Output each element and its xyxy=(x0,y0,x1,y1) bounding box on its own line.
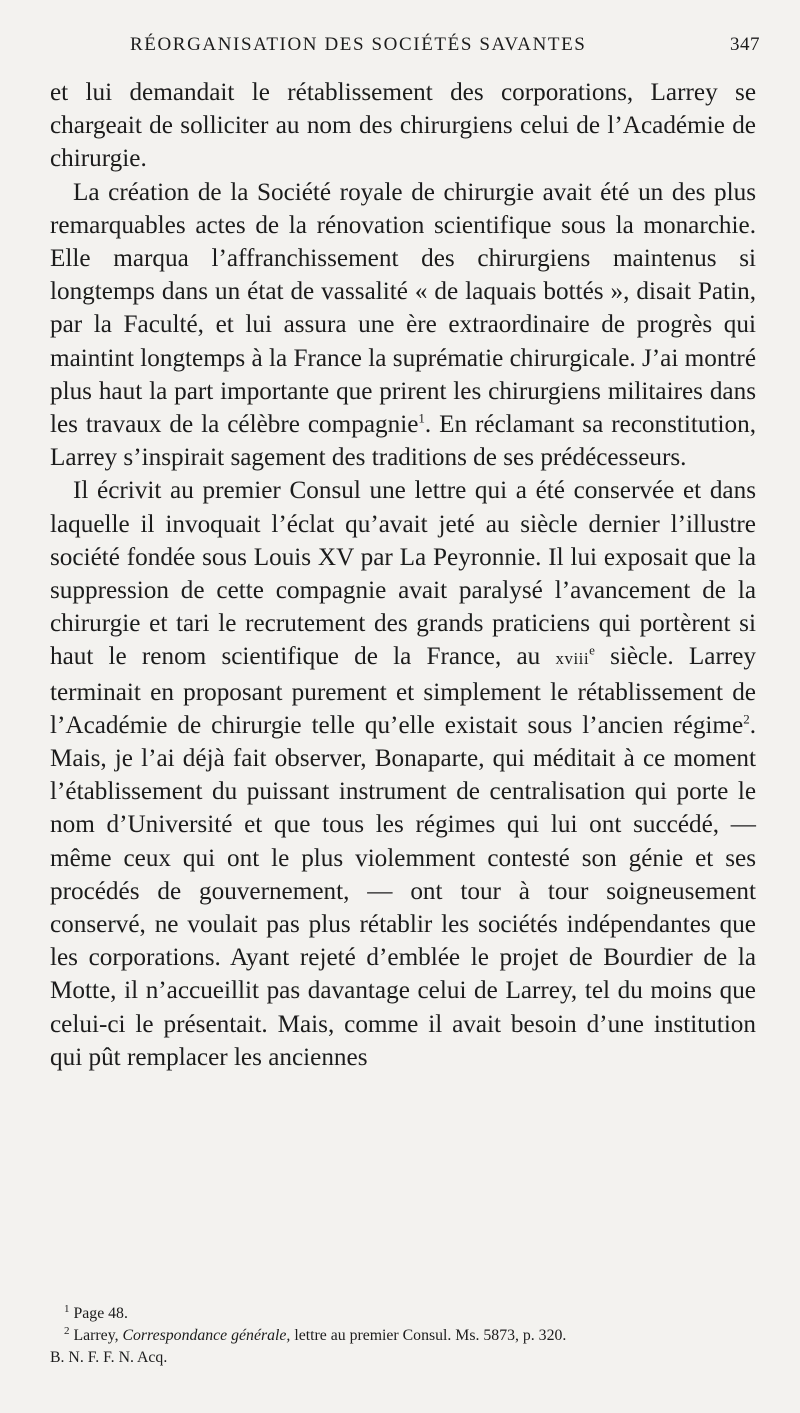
footnote-2-mark: 2 xyxy=(64,1324,70,1337)
paragraph-2 xyxy=(50,176,756,475)
paragraph-3-part-c: . Mais, je l’ai déjà fait observer, Bonaparte, qui méditait à ce moment l’établissement du puissant instrument de centralisation qui porte le nom d’Université et que tous les régimes qui lui ont succédé, — même ceux qui ont le plus violemment contesté son génie et ses procédés de gouvernement, — ont tour à tour soigneusement conservé, ne voulait pas plus rétablir les sociétés indépendantes que les corporations. Ayant rejeté d’emblée le projet de Bourdier de la Motte, il n’accueillit pas davantage celui de Larrey, tel du moins que celui-ci le présentait. Mais, comme il avait besoin d’une institution qui pût remplacer les anciennes xyxy=(50,711,756,1071)
footnote-2 xyxy=(50,1325,762,1347)
footnote-1-mark: 1 xyxy=(64,1302,70,1315)
footnote-ref-1: 1 xyxy=(418,410,425,426)
main-text xyxy=(50,76,756,1074)
paragraph-3-part-b: siècle. Larrey terminait en proposant purement et simplement le rétablissement de l’Académie de chirurgie telle qu’elle existait sous l’ancien régime xyxy=(50,643,757,739)
footnote-2-continuation: B. N. F. F. N. Acq. xyxy=(50,1349,168,1366)
footnote-1 xyxy=(50,1303,762,1325)
footnote-1-text: Page 48. xyxy=(73,1305,128,1322)
running-title: RÉORGANISATION DES SOCIÉTÉS SAVANTES xyxy=(130,34,587,55)
footnote-2-author: Larrey, xyxy=(73,1327,119,1344)
century-numeral: xviii xyxy=(555,649,590,669)
footnote-2-title: Correspondance générale, xyxy=(122,1327,291,1344)
paragraph-3 xyxy=(50,474,756,1074)
page-number: 347 xyxy=(730,34,760,55)
footnote-ref-2: 2 xyxy=(743,711,750,727)
footnote-2-rest: lettre au premier Consul. Ms. 5873, p. 320. xyxy=(294,1327,567,1344)
paragraph-2-part-a: La création de la Société royale de chirurgie avait été un des plus remarquables actes de la rénovation scientifique sous la monarchie. Elle marqua l’affranchissement des chirurgiens maintenus si longtemps dans un état de vassalité « de laquais bottés », disait Patin, par la Faculté, et lui assura une ère extraordinaire de progrès qui maintint longtemps à la France la suprématie chirurgicale. J’ai montré plus haut la part importante que prirent les chirurgiens militaires dans les travaux de la célèbre compagnie xyxy=(50,178,756,439)
running-header xyxy=(130,34,760,56)
century-superscript: e xyxy=(589,643,595,659)
paragraph-2-part-b: . En réclamant sa reconstitution, Larrey s’inspirait sagement des traditions de ses prédécesseurs. xyxy=(50,411,756,472)
footnotes xyxy=(50,1303,762,1369)
paragraph-1: et lui demandait le rétablissement des corporations, Larrey se chargeait de solliciter au nom des chirurgiens celui de l’Académie de chirurgie. xyxy=(50,79,756,173)
paragraph-3-part-a: Il écrivit au premier Consul une lettre qui a été conservée et dans laquelle il invoquait l’éclat qu’avait jeté au siècle dernier l’illustre société fondée sous Louis XV par La Peyronnie. Il lui exposait que la suppression de cette compagnie avait paralysé l’avancement de la chirurgie et tari le recrutement des grands praticiens qui portèrent si haut le renom scientifique de la France, au xyxy=(50,477,756,671)
